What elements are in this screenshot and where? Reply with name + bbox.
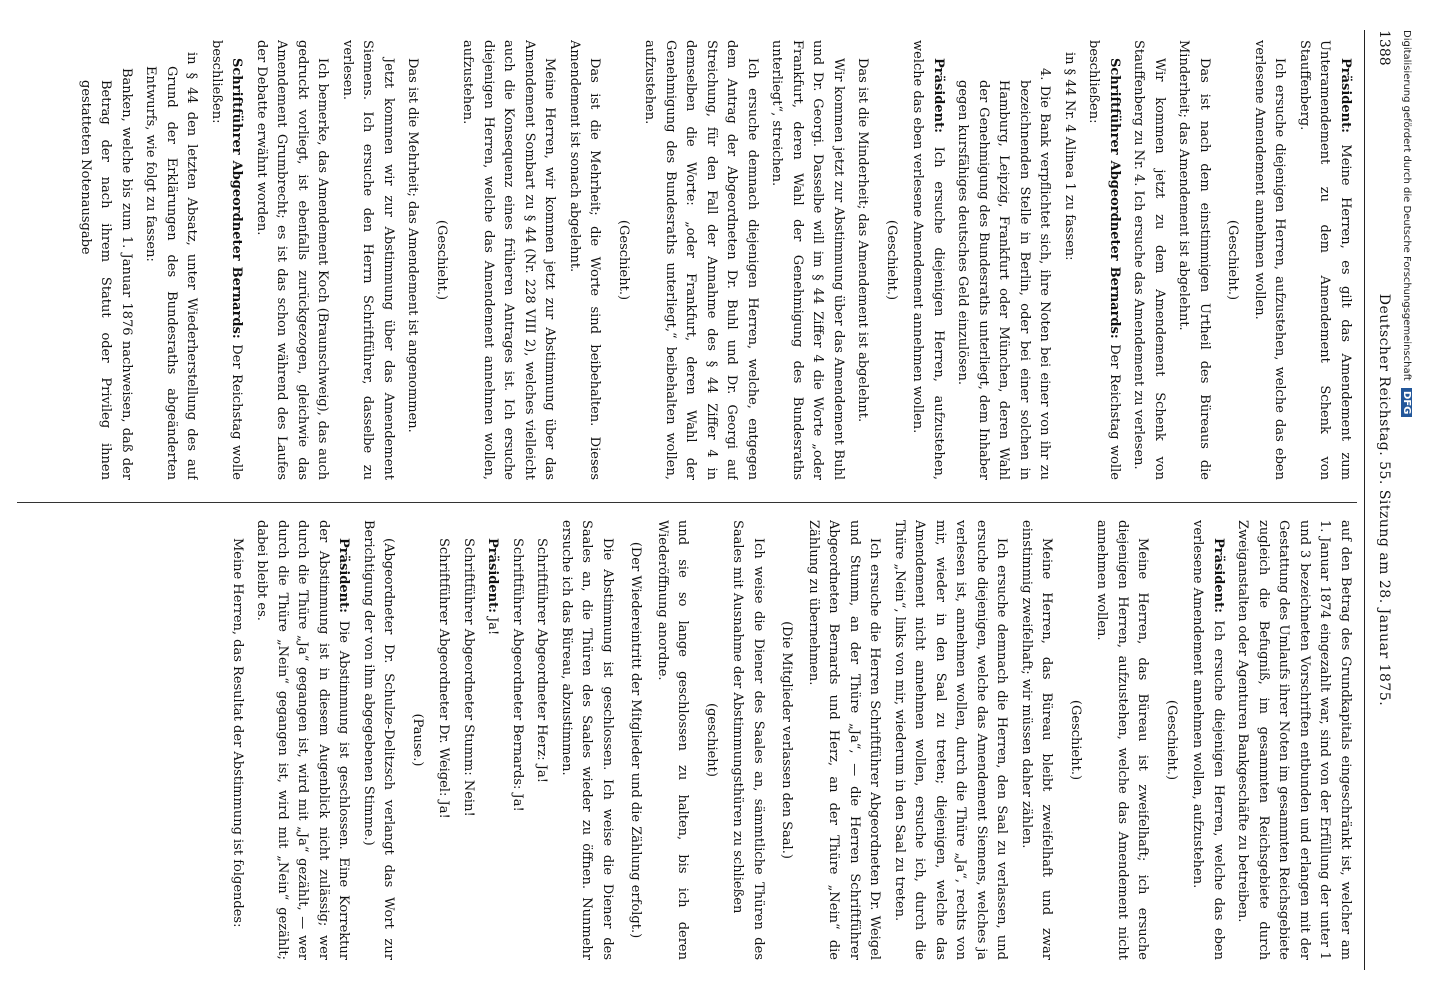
speaker-name: Präsident: [485,538,501,613]
speech-text: Jetzt kommen wir zur Abstimmung über das Amendement Siemens. Ich ersuche den Herrn Schriftführer, dasselbe zu verlesen. [340,40,396,480]
speech-paragraph [907,40,948,480]
speech-paragraph [458,520,479,960]
speech-paragraph [482,520,503,960]
speech-text: Meine Herren, das Büreau ist zweifelhaft; ich ersuche diejenigen Herren, aufzustehen, welche das Amendement nicht annehmen wollen. [1094,520,1151,960]
speech-text: Die Abstimmung ist geschlossen. Eine Korrektur der Abstimmung ist in diesem Augenblick nicht zulässig; wer durch die Thüre „Ja“ gegangen ist, wird mit „Ja“ gezählt, — wer durch die Thüre „Nein“ gegangen ist, wird mit „Nein“ gezählt; dabei bleibt es. [254,520,352,960]
funder-line: Digitalisierung gefördert durch die Deutsche Forschungsgemeinschaft [1401,30,1412,381]
quoted-motion-text: 4. Die Bank verpflichtet sich, ihre Noten bei einer von ihr zu bezeichnenden Stelle in Berlin, oder bei einer solchen in Hamburg, Leipzig, Frankfurt oder München, deren Wahl der Genehmigung des Bundesraths unterliegt, dem Inhaber gegen kursfähiges deutsches Geld einzulösen. [955,68,1053,480]
speech-text: Die Abstimmung ist geschlossen. Ich weise die Diener des Saales an, die Thüren des Saales wieder zu öffnen. Nunmehr ersuche ich das Büreau, abzustimmen. [559,520,615,960]
quoted-motion: in § 44 den letzten Absatz, unter Wiederherstellung des auf Grund der Erklärungen des Bundesraths abgeänderten Entwurfs, wie folgt zu fassen: [143,52,200,480]
speech-text: Das ist die Mehrheit; das Amendement ist angenommen. [405,58,421,433]
speech-text: Ich ersuche diejenigen Herren, aufzustehen, welche das eben verlesene Amendement annehmen wollen. [910,40,946,480]
stage-direction: (Geschieht.) [1225,219,1241,301]
speech-text: Wir kommen jetzt zu dem Amendement Schenk von Stauffenberg zu Nr. 4. Ich ersuche das Amendement zu verlesen. [1131,40,1167,480]
speech-paragraph [889,520,1012,960]
speech-text: Das ist nach dem einstimmigen Urtheil des Büreaus die Minderheit; das Amendement ist abgelehnt. [1176,40,1212,480]
speech-paragraph [251,520,354,960]
speech-paragraph [556,520,618,960]
speaker-name: Schriftführer Abgeordneter Bernards: [229,58,245,339]
stage-direction: (Geschieht.) [884,219,899,301]
speech-text: Meine Herren, das Resultat der Abstimmung ist folgendes: [230,538,245,928]
page-number: 1388 [1376,30,1392,66]
speech-text: Meine Herren, wir kommen jetzt zur Abstimmung über das Amendement Sombart zu § 44 (Nr. 228 VIII 2), welches vielleicht auch die Konsequenz eines früheren Antrages ist. Ich ersuche diejenigen Herren, welche das Amendement annehmen wollen, aufzustehen. [460,40,558,480]
speech-paragraph [1173,40,1214,480]
speech-text: Ich weise die Diener des Saales an, sämmtliche Thüren des Saales mit Ausnahme der Abstimmungsthüren zu schließen [730,520,766,960]
stage-direction: (Geschieht.) [1068,699,1083,781]
speaker-name: Präsident: [1338,58,1353,133]
speech-text: Wir kommen jetzt zur Abstimmung über das Amendement Buhl und Dr. Georgi. Dasselbe will im § 44 Ziffer 4 die Worte „oder Frankfurt, deren Wahl der Genehmigung des Bundesraths unterliegt“, streichen. [769,40,846,480]
stage-direction: (Geschieht.) [616,219,631,301]
speech-paragraph [531,520,552,960]
speech-text: Ich bemerke, das Amendement Koch (Braunschweig), das auch gedruckt vorliegt, ist ebenfalls zurückgezogen, gleichwie das Amendement Grumbrecht; es ist das schon während des Laufes der Debatte erwähnt worden. [254,40,331,480]
speaker-name: Präsident: [931,58,946,133]
speech-text: Ich ersuche diejenigen Herren, welche das eben verlesene Amendement annehmen wollen, aufzustehen. [1190,520,1226,960]
stage-direction: (Der Wiedereintritt der Mitglieder und die Zählung erfolgt.) [628,541,644,939]
speech-text: Das ist die Minderheit; das Amendement ist abgelehnt. [855,58,871,423]
speech-paragraph [1128,40,1169,480]
speech-paragraph [337,40,399,480]
speech-text: Ich ersuche demnach die Herren, den Saal zu verlassen, und ersuche diejenigen, welche das Amendement Siemens, welches ja verlesen ist, annehmen wollen, durch die Thüre „Ja“, rechts von mir, wieder in den Saal zu treten; diejenigen, welche das Amendement nicht annehmen wollen, ersuche ich, durch die Thüre „Nein“, links von mir, wiederum in den Saal zu treten. [892,520,1010,960]
speech-paragraph [1232,520,1355,960]
stage-direction: (Geschieht.) [434,219,449,301]
running-head [1369,30,1399,970]
left-column [15,40,1355,480]
stage-direction: (Die Mitglieder verlassen den Saal.) [779,621,795,859]
speech-paragraph [727,520,768,960]
dfg-logo: DFG [1401,388,1412,417]
speech-text: Ich ersuche diejenigen Herren, aufzustehen, welche das eben verlesene Amendement annehmen wollen. [1252,40,1288,480]
speech-text: Das ist die Mehrheit; die Worte sind beibehalten. Dieses Amendement ist sonach abgelehnt. [567,40,603,480]
speech-text: Schriftführer Abgeordneter Dr. Weigel: Ja! [436,538,452,819]
speech-paragraph [358,520,399,960]
quoted-motion-text: Banken, welche bis zum 1. Januar 1876 nachweisen, daß der Betrag der nach ihrem Statut oder Privileg ihnen gestatteten Notenausgabe [78,68,134,480]
speech-paragraph [639,40,762,480]
speech-text: und sie so lange geschlossen zu halten, bis ich deren Wiederöffnung anordne. [655,520,691,960]
speech-paragraph [1294,40,1356,480]
speech-paragraph [1016,520,1057,960]
speech-paragraph [766,40,848,480]
speech-paragraph [402,40,423,480]
header-rule [1364,30,1365,970]
speech-text: Der Reichstag wolle beschließen: [1086,40,1122,480]
stage-direction: (Pause.) [410,713,425,767]
speech-text: Ich ersuche demnach diejenigen Herren, welche, entgegen dem Antrag der Abgeordneten Dr. Buhl und Dr. Georgi auf Streichung, für den Fall der Annahme des § 44 Ziffer 4 in demselben die Worte: „oder Frankfurt, deren Wahl der Genehmigung des Bundesraths unterliegt,“ beibehalten wollen, aufzustehen. [642,40,760,480]
speech-paragraph [852,40,873,480]
page-title: Deutscher Reichstag. 55. Sitzung am 28. Januar 1875. [1376,293,1392,707]
speech-paragraph [803,520,885,960]
speaker-name: Schriftführer Abgeordneter Bernards: [1107,58,1122,339]
column-divider [17,502,1357,503]
speech-text: Ich ersuche die Herren Schriftführer Abgeordneten Dr. Weigel und Stumm, an der Thüre „Ja“, — die Herren Schriftführer Abgeordneten Bernards und Herz, an der Thüre „Nein“ die Zählung zu übernehmen. [806,520,883,960]
speech-text: Der Reichstag wolle beschließen: [209,40,245,480]
stage-direction: (geschieht) [704,703,719,777]
speech-paragraph [1083,40,1124,480]
funder-note [1397,0,1415,1000]
right-column [15,520,1355,960]
speech-text: (Abgeordneter Dr. Schulze-Delitzsch verlangt das Wort zur Berichtigung der von ihm abgegebenen Stimme.) [361,520,397,960]
speech-text: Ja! [485,617,501,636]
speech-paragraph [251,40,333,480]
speech-paragraph [652,520,693,960]
speech-text: Schriftführer Abgeordneter Stumm: Nein! [461,538,476,817]
speech-paragraph [457,40,560,480]
speech-text: Meine Herren, das Büreau bleibt zweifelhaft und zwar einstimmig zweifelhaft; wir müssen daher zählen. [1019,520,1055,960]
speech-paragraph [507,520,528,960]
speech-text: Meine Herren, es gilt das Amendement zum Unteramendement zu dem Amendement Schenk von Stauffenberg. [1297,40,1353,480]
speech-text: Schriftführer Abgeordneter Bernards: Ja! [510,538,525,812]
speaker-name: Präsident: [336,538,352,613]
speech-paragraph [1091,520,1153,960]
speech-paragraph [564,40,605,480]
speech-paragraph [206,40,247,480]
quoted-motion: in § 44 Nr. 4 Alinea 1 zu fassen: [1062,52,1077,261]
speech-paragraph [227,520,248,960]
stage-direction: (Geschieht.) [1164,699,1179,781]
speech-text: Schriftführer Abgeordneter Herz: Ja! [534,538,550,783]
speech-paragraph [1249,40,1290,480]
speech-text: auf den Betrag des Grundkapitals eingeschränkt ist, welcher am 1. Januar 1874 eingezahlt war, sind von der Erfüllung der unter 1 und 3 bezeichneten Vorschriften entbunden und erlangen mit der Gestattung des Umlaufs ihrer Noten im gesammten Reichsgebiete zugleich die Befugniß, im gesammten Reichsgebiete durch Zweiganstalten oder Agenturen Bankgeschäfte zu betreiben. [1235,520,1353,960]
speech-paragraph [433,520,454,960]
speaker-name: Präsident: [1211,538,1226,613]
speech-paragraph [1187,520,1228,960]
